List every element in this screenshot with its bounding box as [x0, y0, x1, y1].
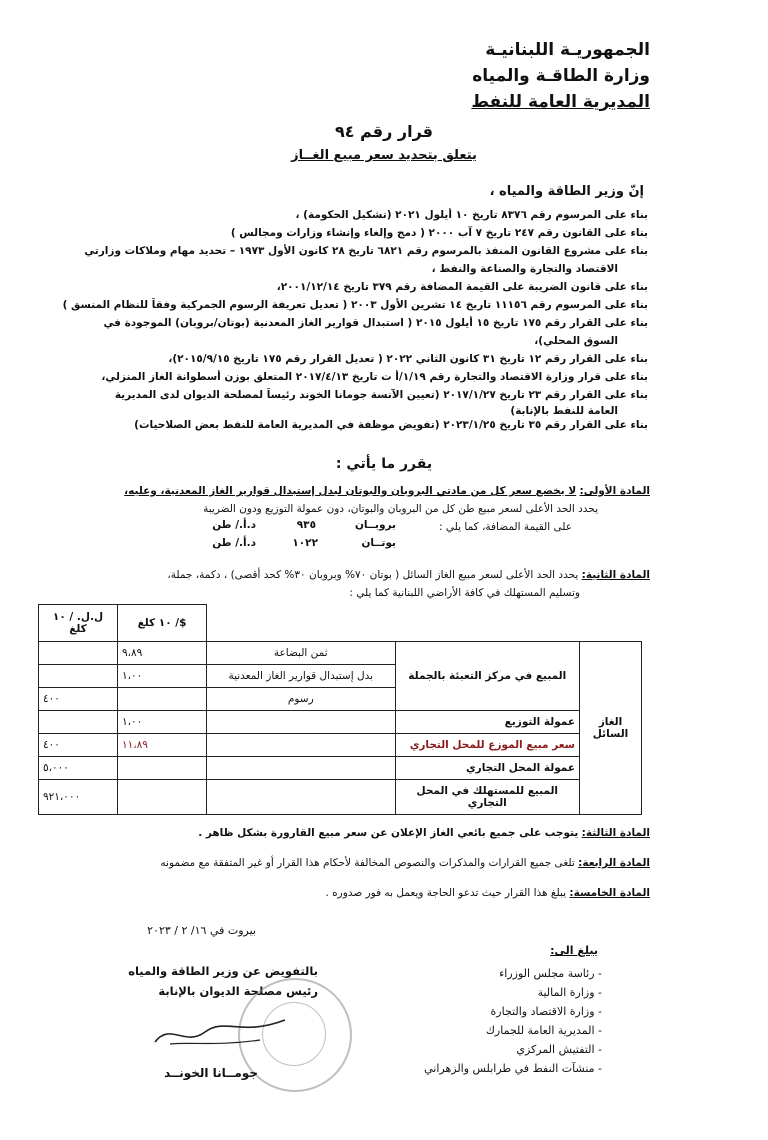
article-2	[60, 568, 650, 583]
article-2-label: المادة الثانية:	[581, 569, 650, 581]
decision-subject: يتعلق بتحديد سعر مبيع الغــاز	[291, 148, 477, 163]
row-usd: ١١،٨٩	[118, 734, 207, 757]
row-lbp	[39, 711, 118, 734]
row-label: رسوم	[207, 688, 396, 711]
distribution-list	[424, 964, 602, 1078]
table-row	[39, 780, 642, 815]
article-1-label: المادة الأولى:	[579, 485, 650, 497]
propane-name: بروبــان	[354, 519, 396, 531]
col-usd-header: $/ ١٠ كلغ	[118, 605, 207, 642]
article-5-label: المادة الخامسة:	[569, 887, 650, 899]
article-4	[30, 856, 650, 871]
preamble-line: العامة للنفط بالإنابة)	[510, 405, 618, 417]
article-2-line1: يحدد الحد الأعلى لسعر مبيع الغاز السائل ( بوتان ٧٠% وبروبان ٣٠% كحد أقصى) ، دكمة، جملة،	[167, 569, 579, 581]
list-item: - التفتيش المركزي	[516, 1043, 602, 1056]
article-4-text: تلغى جميع القرارات والمذكرات والنصوص المخالفة لأحكام هذا القرار أو غير المتفقة مع مضمونه	[160, 857, 575, 869]
preamble-line: الاقتصاد والتجارة والصناعة والنفط ،	[431, 263, 618, 275]
group-label: الغاز السائل	[580, 642, 642, 815]
decides-heading: يقرر ما يأتي :	[335, 456, 433, 472]
header-directorate: المديرية العامة للنفط	[471, 92, 650, 112]
row-lbp	[39, 665, 118, 688]
propane-unit: د.أ./ طن	[212, 519, 256, 531]
row-usd	[118, 757, 207, 780]
propane-value: ٩٣٥	[296, 519, 316, 531]
row-label: بدل إستبدال قوارير الغاز المعدنية	[207, 665, 396, 688]
article-3-label: المادة الثالثة:	[581, 827, 650, 839]
preamble-line: بناء على القرار رقم ١٧٥ تاريخ ١٥ أيلول ٢٠١٥ ( استبدال قوارير الغاز المعدنية (بوتان/بروبان) الموجودة في	[103, 317, 648, 329]
col-lbp-header: ل.ل. / ١٠ كلغ	[39, 605, 118, 642]
table-row	[39, 711, 642, 734]
row-label: عمولة التوزيع	[395, 711, 580, 734]
list-item: - وزارة المالية	[537, 986, 602, 999]
preamble-line: بناء على قرار وزارة الاقتصاد والتجارة رقم ١/١٩/أ ت تاريخ ٢٠١٧/٤/١٣ المتعلق بوزن أسطوانة الغاز المنزلي،	[101, 371, 648, 383]
wholesale-label: المبيع في مركز التعبئة بالجملة	[395, 642, 580, 711]
row-lbp: ٩٢١،٠٠٠	[39, 780, 118, 815]
signature-scribble	[150, 1012, 290, 1052]
article-1	[60, 484, 650, 499]
preamble-line: بناء على مشروع القانون المنفذ بالمرسوم رقم ٦٨٢١ تاريخ ٢٨ كانون الأول ١٩٧٣ – تحديد مهام وملاكات وزارتي	[84, 245, 648, 257]
row-usd	[118, 780, 207, 815]
row-lbp	[39, 642, 118, 665]
header-ministry: وزارة الطاقـة والمياه	[472, 66, 650, 86]
list-item: - رئاسة مجلس الوزراء	[499, 967, 602, 980]
signatory-name: جومــانا الخونــد	[164, 1066, 258, 1080]
row-usd: ٩،٨٩	[118, 642, 207, 665]
distribution-title: يبلغ الى:	[550, 944, 598, 957]
article-2-line2: وتسليم المستهلك في كافة الأراضي اللبنانية كما يلي :	[349, 587, 580, 599]
butane-name: بوتــان	[361, 537, 396, 549]
article-3-text: يتوجب على جميع بائعي الغاز الإعلان عن سعر مبيع القارورة بشكل ظاهر .	[198, 827, 579, 839]
row-label: سعر مبيع الموزع للمحل التجاري	[395, 734, 580, 757]
signature-line2: رئيس مصلحة الديوان بالإنابة	[158, 984, 318, 998]
article-5	[60, 886, 650, 901]
row-lbp: ٥،٠٠٠	[39, 757, 118, 780]
preamble-line: بناء على القانون رقم ٢٤٧ تاريخ ٧ آب ٢٠٠٠ ( دمج وإلغاء وإنشاء وزارات ومجالس )	[230, 227, 648, 239]
row-usd: ١،٠٠	[118, 665, 207, 688]
row-lbp: ٤٠٠	[39, 734, 118, 757]
row-usd: ١،٠٠	[118, 711, 207, 734]
signature-line1: بالتفويض عن وزير الطاقة والمياه	[128, 964, 318, 978]
list-item: - منشآت النفط في طرابلس والزهراني	[424, 1062, 602, 1075]
row-usd	[118, 688, 207, 711]
preamble-line: بناء على المرسوم رقم ١١١٥٦ تاريخ ١٤ تشرين الأول ٢٠٠٣ ( تعديل تعريفة الرسوم الجمركية وفقاً للنظام المنسق )	[62, 299, 648, 311]
list-item: - وزارة الاقتصاد والتجارة	[490, 1005, 602, 1018]
date-line: بيروت في ١٦/ ٢ / ٢٠٢٣	[147, 924, 256, 937]
preamble-line: بناء على المرسوم رقم ٨٣٧٦ تاريخ ١٠ أيلول ٢٠٢١ (تشكيل الحكومة) ،	[295, 209, 648, 221]
butane-unit: د.أ./ طن	[212, 537, 256, 549]
article-3	[60, 826, 650, 841]
preamble-line: بناء على القرار رقم ٣٥ تاريخ ٢٠٢٣/١/٢٥ (تفويض موظفة في المديرية العامة للنفط بعض الصلاحيات)	[134, 419, 648, 431]
table-row	[39, 642, 642, 665]
article-1-line2: يحدد الحد الأعلى لسعر مبيع طن كل من البروبان والبوتان، دون عمولة التوزيع ودون الضريبة	[203, 503, 598, 515]
preamble-line: بناء على قانون الضريبة على القيمة المضافة رقم ٣٧٩ تاريخ ٢٠٠١/١٢/١٤،	[276, 281, 648, 293]
article-1-bold: لا يخضع سعر كل من مادتي البروبان والبوتان لبدل إستبدال قوارير الغاز المعدنية، وعليه،	[124, 485, 577, 497]
article-4-label: المادة الرابعة:	[578, 857, 650, 869]
minister-intro: إنّ وزير الطاقة والمياه ،	[489, 184, 644, 199]
price-table	[38, 604, 642, 815]
butane-value: ١٠٢٢	[292, 537, 318, 549]
row-label: عمولة المحل التجاري	[395, 757, 580, 780]
preamble-line: بناء على القرار رقم ١٢ تاريخ ٣١ كانون الثاني ٢٠٢٢ ( تعديل القرار رقم ١٧٥ تاريخ ٢٠١٥/٩/١٥)،	[168, 353, 648, 365]
article-1-line3: على القيمة المضافة، كما يلي :	[439, 521, 572, 533]
row-label: ثمن البضاعة	[207, 642, 396, 665]
preamble-line: بناء على القرار رقم ٢٣ تاريخ ٢٠١٧/١/٢٧ (تعيين الآنسة جومانا الخوند رئيساً لمصلحة الديوان لدى المديرية	[114, 389, 648, 401]
table-header-row	[39, 605, 642, 642]
header-republic: الجمهوريـة اللبنانيـة	[485, 40, 650, 60]
table-row	[39, 757, 642, 780]
decision-number: قرار رقم ٩٤	[334, 122, 434, 141]
table-row	[39, 734, 642, 757]
preamble-line: السوق المحلي)،	[534, 335, 618, 347]
row-label: المبيع للمستهلك في المحل التجاري	[395, 780, 580, 815]
article-5-text: يبلغ هذا القرار حيث تدعو الحاجة ويعمل به فور صدوره .	[325, 887, 567, 899]
row-lbp: ٤٠٠	[39, 688, 118, 711]
list-item: - المديرية العامة للجمارك	[485, 1024, 602, 1037]
